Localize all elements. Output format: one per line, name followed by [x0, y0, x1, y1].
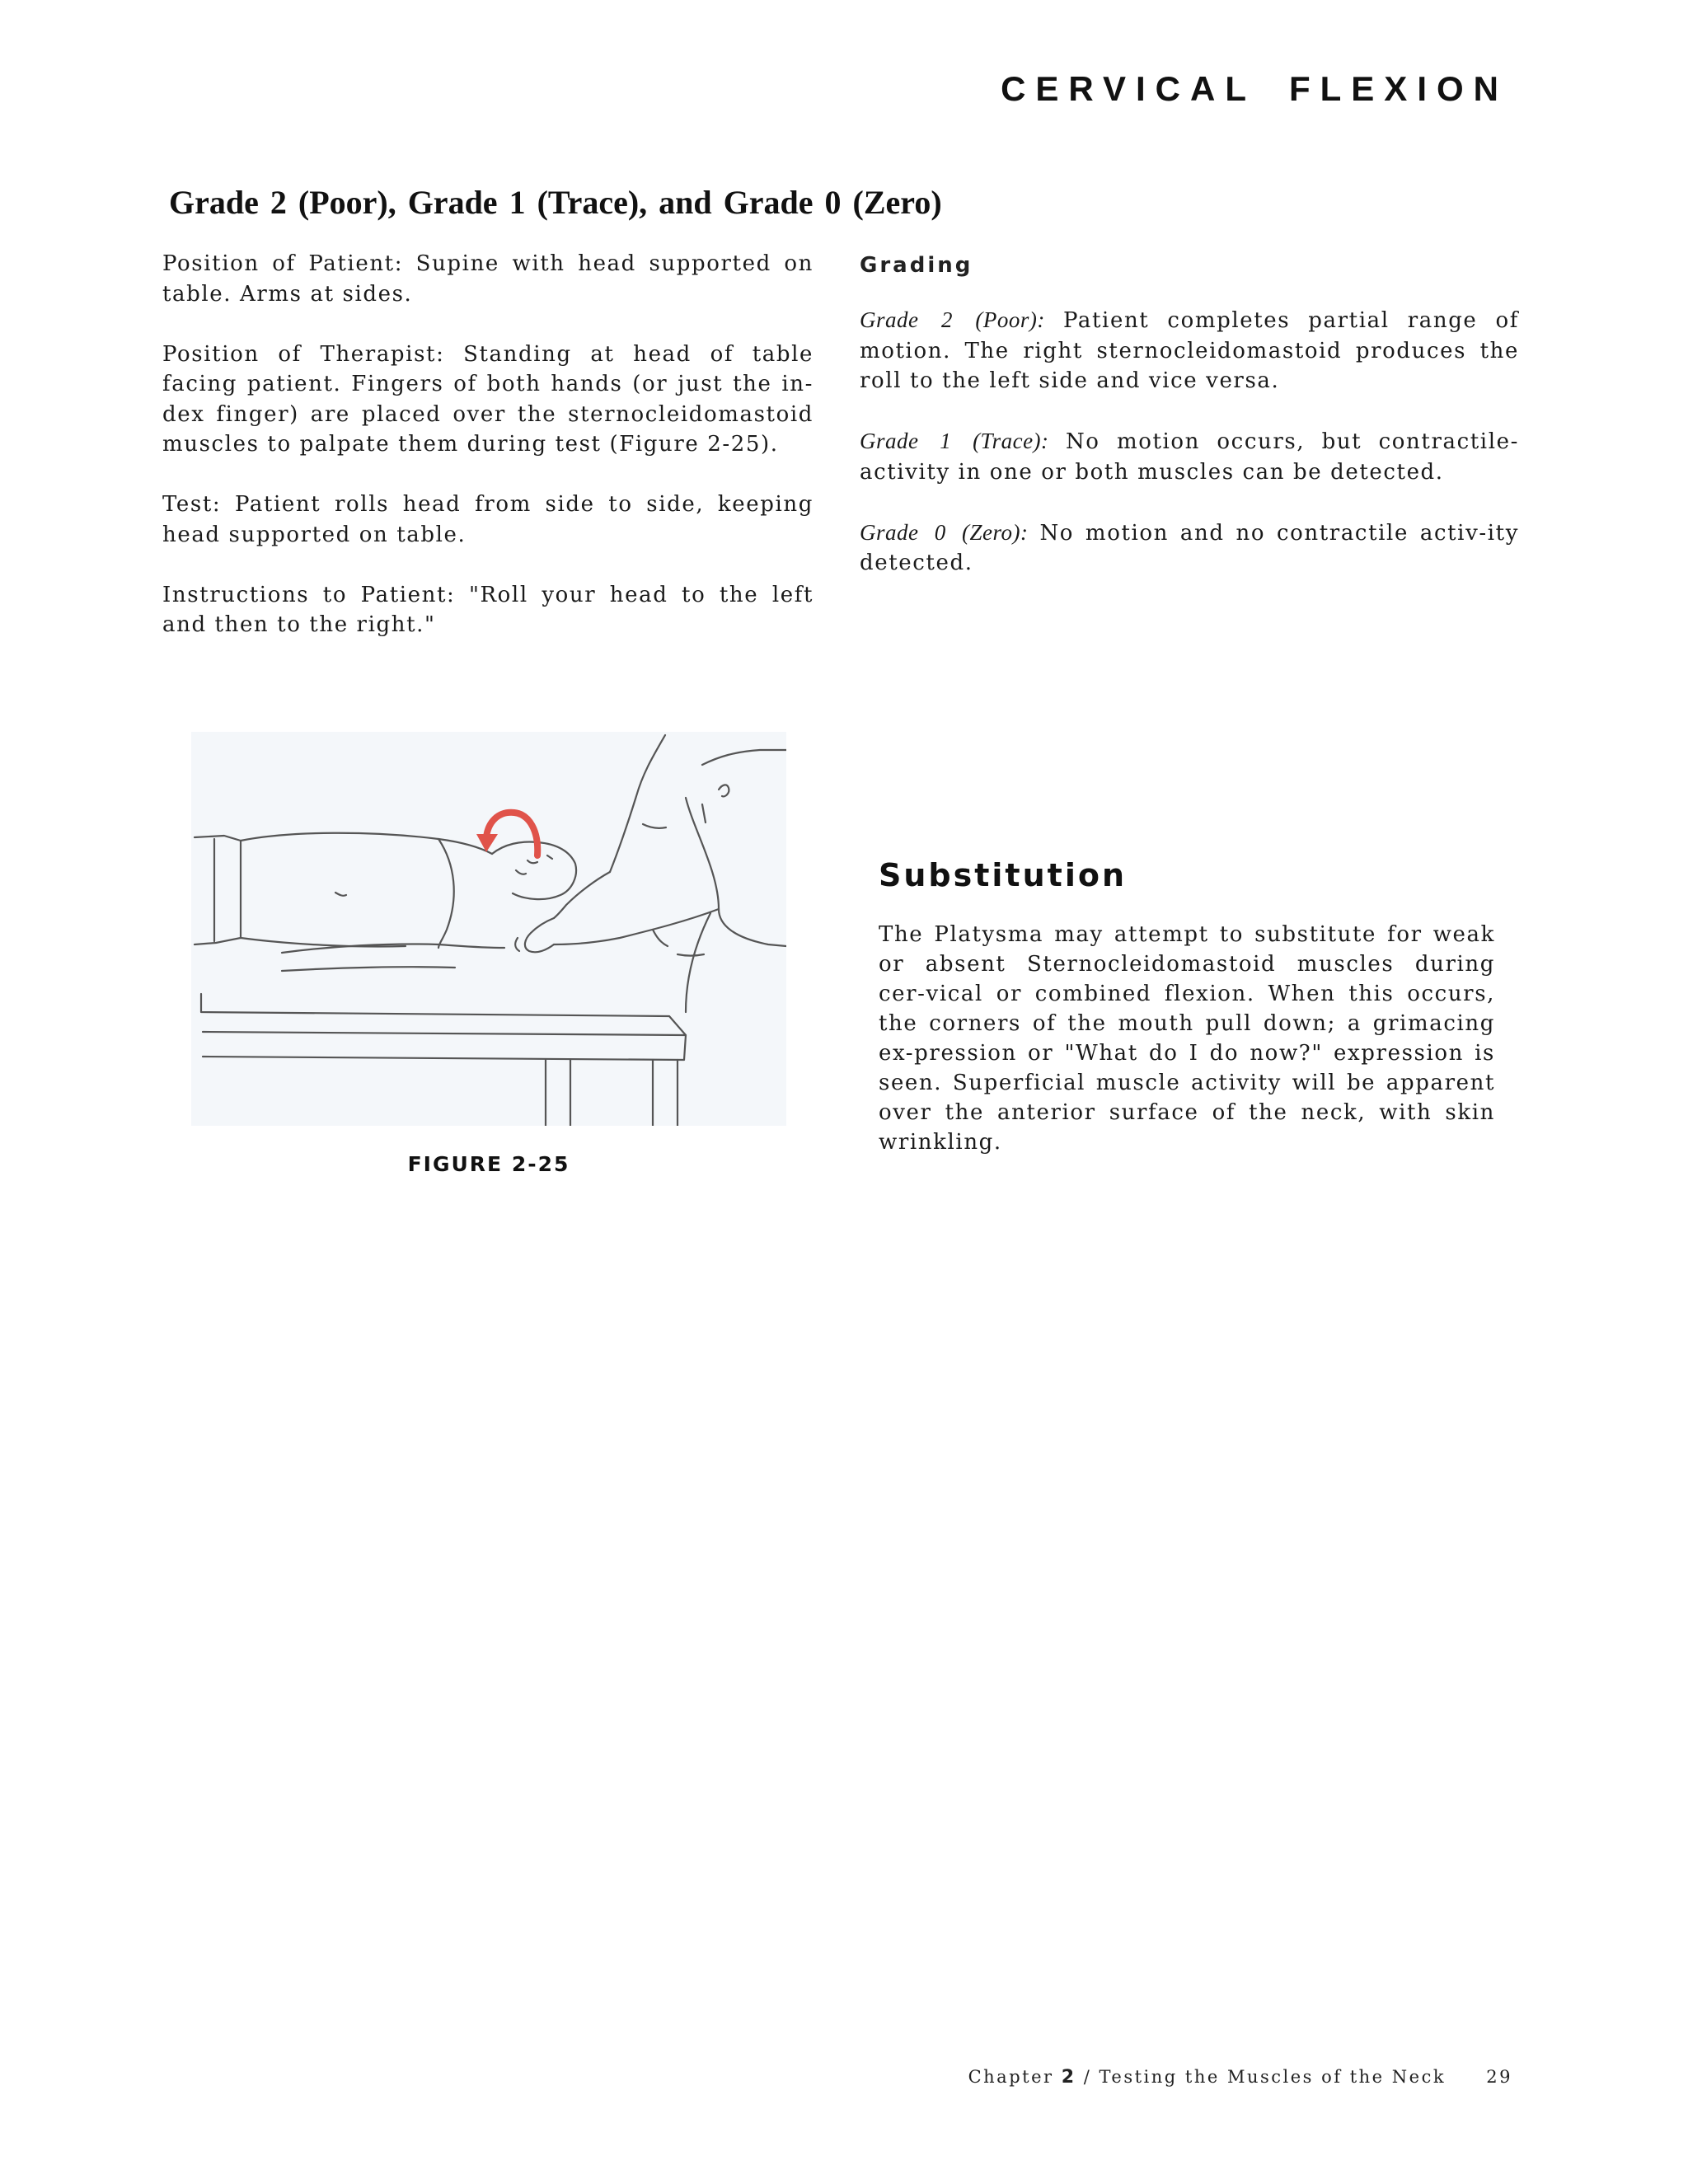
substitution-heading: Substitution — [879, 857, 1127, 893]
grade-2-label: Grade 2 (Poor): — [860, 307, 1045, 332]
running-header — [1001, 69, 1508, 109]
grade-1-label: Grade 1 (Trace): — [860, 429, 1049, 453]
footer-chapter-title: Testing the Muscles of the Neck — [1099, 2067, 1447, 2087]
header-word-cervical: CERVICAL — [1001, 69, 1256, 108]
grade-1-text: No motion occurs, but contractile-activity in one or both muscles can be detected. — [860, 429, 1519, 485]
page-number: 29 — [1486, 2067, 1512, 2087]
patient-therapist-drawing — [191, 732, 786, 1126]
header-word-flexion: FLEXION — [1288, 69, 1508, 108]
footer-chapter-word: Chapter — [968, 2067, 1054, 2087]
grade-0-text: No motion and no contractile activ-ity detected. — [860, 520, 1519, 575]
figure-2-25-illustration — [191, 732, 786, 1126]
left-column — [162, 249, 814, 670]
grade-2-paragraph — [860, 305, 1519, 396]
section-title: Grade 2 (Poor), Grade 1 (Trace), and Grade 0 (Zero) — [169, 184, 942, 221]
position-of-patient-paragraph: Position of Patient: Supine with head supported on table. Arms at sides. — [162, 251, 814, 307]
grade-0-label: Grade 0 (Zero): — [860, 519, 1029, 545]
position-of-therapist-paragraph: Position of Therapist: Standing at head of table facing patient. Fingers of both hands (or just the in-dex finger) are placed over the sternocleidomastoid muscles to palpate them during test (Figure 2-25). — [162, 341, 814, 457]
grade-1-paragraph — [860, 426, 1519, 487]
footer-separator: / — [1083, 2067, 1092, 2087]
page-footer — [968, 2067, 1512, 2088]
instructions-paragraph: Instructions to Patient: "Roll your head to the left and then to the right." — [162, 582, 814, 637]
footer-chapter-number: 2 — [1061, 2067, 1076, 2088]
figure-caption: FIGURE 2-25 — [407, 1152, 570, 1176]
test-paragraph: Test: Patient rolls head from side to side, keeping head supported on table. — [162, 492, 814, 547]
grade-0-paragraph — [860, 518, 1519, 579]
right-column — [860, 249, 1519, 608]
substitution-paragraph: The Platysma may attempt to substitute for weak or absent Sternocleidomastoid muscles during cer-vical or combined flexion. When this occurs, the corners of the mouth pull down; a grimacing ex-pression or "What do I do now?" expression is seen. Superficial muscle activity will be apparent over the anterior surface of the neck, with skin wrinkling. — [879, 922, 1495, 1155]
grading-heading: Grading — [860, 253, 973, 278]
grade-2-text: Patient completes partial range of motion. The right sternocleidomastoid produces the roll to the left side and vice versa. — [860, 308, 1519, 393]
